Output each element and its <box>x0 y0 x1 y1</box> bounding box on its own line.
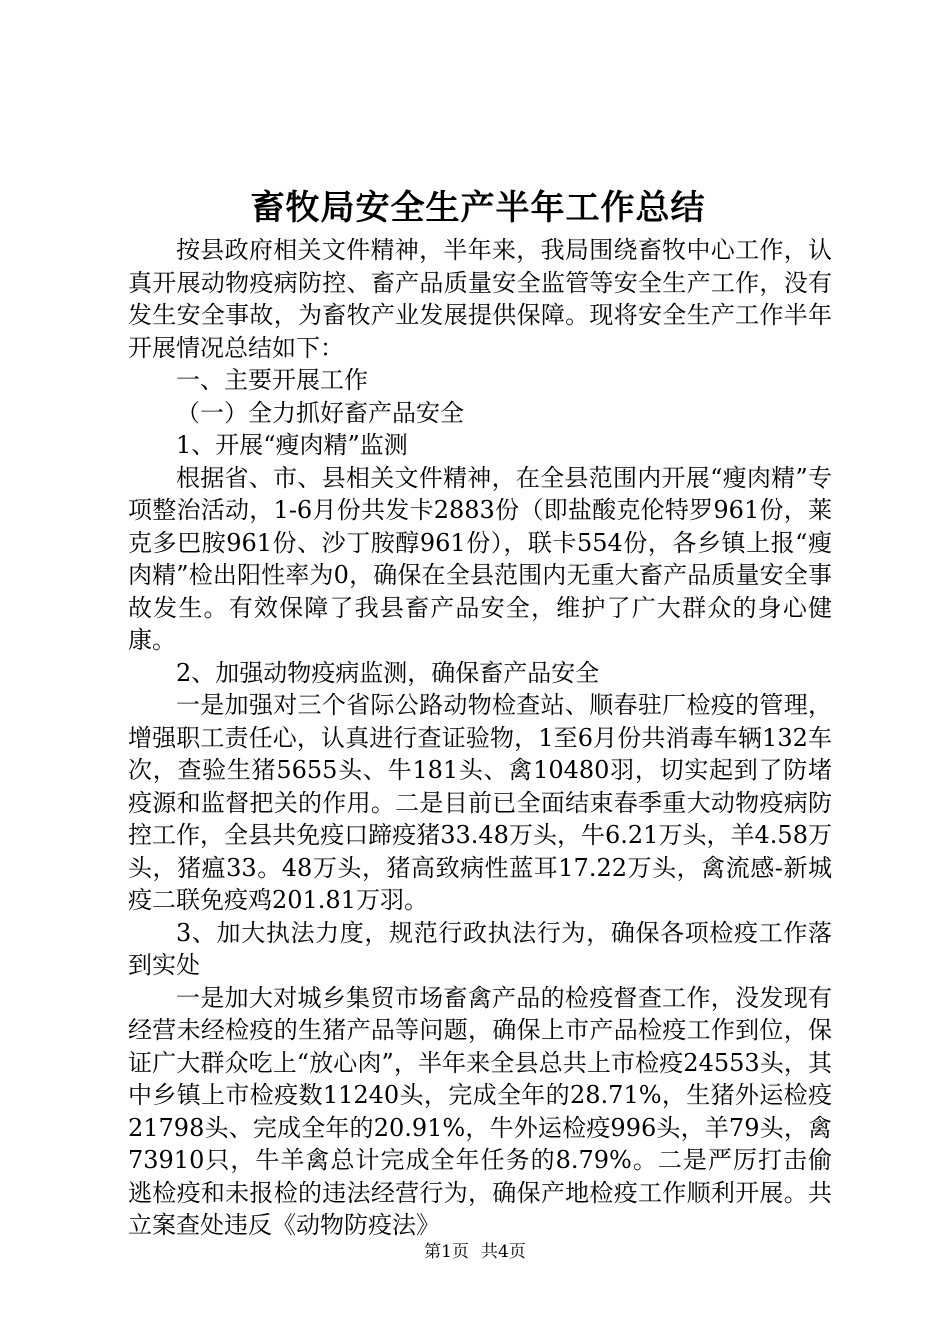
page-number: 第1页 <box>424 1242 469 1262</box>
document-body <box>128 234 832 1242</box>
clenbuterol-paragraph: 根据省、市、县相关文件精神，在全县范围内开展“瘦肉精”专项整治活动，1-6月份共发卡2883份（即盐酸克伦特罗961份，莱克多巴胺961份、沙丁胺醇961份），联卡554份，各乡镇上报“瘦肉精”检出阳性率为0，确保在全县范围内无重大畜产品质量安全事故发生。有效保障了我县畜产品安全，维护了广大群众的身心健康。 <box>128 463 832 654</box>
item-heading-disease-monitoring: 2、加强动物疫病监测，确保畜产品安全 <box>176 658 600 687</box>
page-footer <box>0 1240 950 1264</box>
page-total: 共4页 <box>481 1242 526 1262</box>
disease-monitoring-paragraph: 一是加强对三个省际公路动物检查站、顺春驻厂检疫的管理，增强职工责任心，认真进行查证验物，1至6月份共消毒车辆132车次，查验生猪5655头、牛181头、禽10480羽，切实起到了防堵疫源和监督把关的作用。二是目前已全面结束春季重大动物疫病防控工作，全县共免疫口蹄疫猪33.48万头，牛6.21万头，羊4.58万头，猪瘟33。48万头，猪高致病性蓝耳17.22万头，禽流感-新城疫二联免疫鸡201.81万羽。 <box>128 691 832 914</box>
section-heading-main-work: 一、主要开展工作 <box>176 366 368 394</box>
document-title: 畜牧局安全生产半年工作总结 <box>250 188 706 228</box>
item-heading-clenbuterol-monitoring: 1、开展“瘦肉精”监测 <box>176 431 408 459</box>
item-heading-law-enforcement: 3、加大执法力度，规范行政执法行为，确保各项检疫工作落到实处 <box>128 918 832 979</box>
intro-paragraph: 按县政府相关文件精神，半年来，我局围绕畜牧中心工作，认真开展动物疫病防控、畜产品质量安全监管等安全生产工作，没有发生安全事故，为畜牧产业发展提供保障。现将安全生产工作半年开展情况总结如下： <box>128 236 832 362</box>
subsection-heading-product-safety: （一）全力抓好畜产品安全 <box>176 398 464 427</box>
law-enforcement-paragraph: 一是加大对城乡集贸市场畜禽产品的检疫督查工作，没发现有经营未经检疫的生猪产品等问题，确保上市产品检疫工作到位，保证广大群众吃上“放心肉”，半年来全县总共上市检疫24553头，其中乡镇上市检疫数11240头，完成全年的28.71%，生猪外运检疫21798头、完成全年的20.91%，牛外运检疫996头，羊79头，禽73910只，牛羊禽总计完成全年任务的8.79%。二是严厉打击偷逃检疫和未报检的违法经营行为，确保产地检疫工作顺利开展。共立案查处违反《动物防疫法》 <box>128 983 832 1239</box>
